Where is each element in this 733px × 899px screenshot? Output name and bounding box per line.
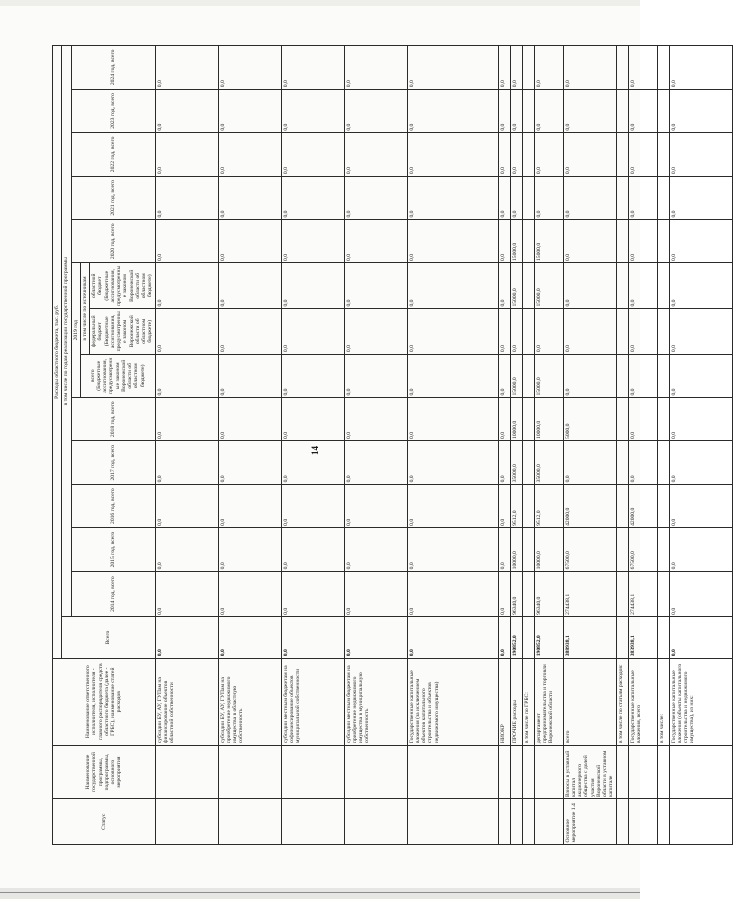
row-value: 0,0 — [669, 46, 732, 90]
row-value: 0,0 — [407, 89, 498, 132]
row-value: 0,0 — [628, 263, 657, 309]
row-value: 0,0 — [155, 484, 218, 527]
row-value: 0,0 — [344, 220, 407, 263]
row-status — [344, 799, 407, 845]
header-2014: 2014 год, всего — [71, 571, 155, 617]
row-value: 0,0 — [669, 263, 732, 309]
row-expense-item: субсидии местным бюджетам на софинансирование объектов муниципальной собственности — [281, 658, 344, 745]
row-value: 0,0 — [563, 133, 616, 176]
row-value: 0,0 — [155, 46, 218, 90]
row-expense-item: субсидии БУ, АУ, ГУПам на финансирование объектов областной собственности — [155, 658, 218, 745]
row-value: 0,0 — [218, 263, 281, 309]
row-value: 0,0 — [218, 176, 281, 219]
row-value — [522, 263, 534, 309]
row-value: 0,0 — [534, 309, 563, 355]
table-row — [498, 46, 510, 845]
row-value: 10000,0 — [534, 398, 563, 441]
table-row — [344, 46, 407, 845]
row-value: 0,0 — [563, 176, 616, 219]
row-value: 5000,0 — [563, 398, 616, 441]
row-value: 0,0 — [155, 89, 218, 132]
row-value: 10000,0 — [534, 528, 563, 571]
row-value — [522, 528, 534, 571]
row-value: 0,0 — [218, 46, 281, 90]
row-value: 0,0 — [344, 398, 407, 441]
expenses-table-body — [155, 46, 732, 845]
row-value: 0,0 — [344, 528, 407, 571]
row-value: 0,0 — [344, 133, 407, 176]
row-value: 0,0 — [510, 46, 522, 90]
row-value: 0,0 — [155, 528, 218, 571]
row-value — [522, 46, 534, 90]
row-value: 0,0 — [407, 441, 498, 484]
header-2022: 2022 год, всего — [71, 133, 155, 176]
row-value — [657, 354, 669, 397]
row-value — [657, 571, 669, 617]
header-2019: 2019 год — [71, 263, 80, 398]
row-value: 0,0 — [407, 484, 498, 527]
row-value: 0,0 — [218, 398, 281, 441]
row-value: 0,0 — [628, 354, 657, 397]
row-value: 0,0 — [407, 398, 498, 441]
header-2019-total: всего (Бюджетные ассигнования, предусмотренные законом Воронежской области об областном бюджете) — [80, 354, 155, 397]
row-program — [344, 745, 407, 799]
row-value — [657, 46, 669, 90]
header-total: Всего — [62, 617, 155, 658]
row-value: 0,0 — [510, 133, 522, 176]
row-value — [616, 263, 628, 309]
row-value: 15000,0 — [510, 263, 522, 309]
row-value: 0,0 — [498, 571, 510, 617]
row-value: 67500,0 — [628, 528, 657, 571]
table-row — [563, 46, 616, 845]
row-value — [657, 441, 669, 484]
row-value: 0,0 — [281, 484, 344, 527]
row-value: 0,0 — [498, 441, 510, 484]
row-value: 0,0 — [407, 220, 498, 263]
table-row — [534, 46, 563, 845]
row-status — [510, 799, 522, 845]
header-2015: 2015 год, всего — [71, 528, 155, 571]
row-status — [616, 799, 628, 845]
row-value: 0,0 — [281, 133, 344, 176]
row-value: 0,0 — [669, 354, 732, 397]
row-value: 0,0 — [498, 528, 510, 571]
row-value: 388938,1 — [563, 617, 616, 658]
row-value: 0,0 — [407, 309, 498, 355]
table-row — [407, 46, 498, 845]
row-value: 0,0 — [407, 617, 498, 658]
row-value — [522, 89, 534, 132]
row-value — [522, 441, 534, 484]
row-value — [616, 133, 628, 176]
row-value: 0,0 — [407, 571, 498, 617]
row-status — [281, 799, 344, 845]
row-program — [534, 745, 563, 799]
row-value: 15000,0 — [534, 220, 563, 263]
row-value: 10000,0 — [510, 398, 522, 441]
row-value: 0,0 — [344, 571, 407, 617]
header-expenses: Расходы областного бюджета, тыс. руб. — [53, 46, 62, 659]
row-value: 383938,1 — [628, 617, 657, 658]
row-expense-item: всего — [563, 658, 616, 745]
header-2021: 2021 год, всего — [71, 176, 155, 219]
row-status — [534, 799, 563, 845]
row-value: 0,0 — [281, 89, 344, 132]
row-value: 0,0 — [563, 263, 616, 309]
row-value: 0,0 — [563, 89, 616, 132]
header-2020: 2020 год, всего — [71, 220, 155, 263]
row-value: 0,0 — [498, 617, 510, 658]
table-row — [669, 46, 732, 845]
row-value: 0,0 — [344, 354, 407, 397]
header-regional: областной бюджет (Бюджетные ассигнования, предусмотренные законом Воронежской области об областном бюджете) — [90, 263, 156, 309]
row-value: 0,0 — [498, 46, 510, 90]
row-status — [407, 799, 498, 845]
row-value: 0,0 — [669, 220, 732, 263]
row-value: 0,0 — [628, 89, 657, 132]
row-value: 35000,0 — [534, 441, 563, 484]
row-value: 0,0 — [155, 263, 218, 309]
row-value — [522, 133, 534, 176]
row-value: 0,0 — [281, 309, 344, 355]
row-value — [657, 263, 669, 309]
row-value — [522, 484, 534, 527]
row-value: 0,0 — [498, 89, 510, 132]
table-row — [510, 46, 522, 845]
row-value: 0,0 — [628, 441, 657, 484]
row-value: 0,0 — [669, 441, 732, 484]
row-value: 274438,1 — [563, 571, 616, 617]
row-value: 0,0 — [534, 176, 563, 219]
row-value: 0,0 — [218, 617, 281, 658]
row-value: 0,0 — [407, 133, 498, 176]
row-value: 0,0 — [155, 220, 218, 263]
row-value: 0,0 — [281, 398, 344, 441]
row-value: 0,0 — [669, 309, 732, 355]
row-value: 0,0 — [218, 571, 281, 617]
row-value: 0,0 — [407, 176, 498, 219]
row-expense-item: субсидии местным бюджетам на приобретение недвижимого имущества в муниципальную собственность — [344, 658, 407, 745]
row-value: 0,0 — [534, 89, 563, 132]
row-value — [657, 484, 669, 527]
row-program — [407, 745, 498, 799]
row-value: 42000,0 — [628, 484, 657, 527]
row-value: 0,0 — [534, 46, 563, 90]
row-value: 0,0 — [344, 263, 407, 309]
row-value — [522, 176, 534, 219]
row-value: 0,0 — [510, 89, 522, 132]
row-status — [669, 799, 732, 845]
row-value: 0,0 — [628, 46, 657, 90]
row-value: 0,0 — [281, 220, 344, 263]
table-row — [616, 46, 628, 845]
row-value: 0,0 — [563, 441, 616, 484]
row-value: 0,0 — [407, 528, 498, 571]
row-value: 0,0 — [218, 441, 281, 484]
table-row — [155, 46, 218, 845]
row-value: 0,0 — [218, 89, 281, 132]
row-status — [657, 799, 669, 845]
row-value: 0,0 — [344, 484, 407, 527]
row-expense-item: ПРОЧИЕ расходы — [510, 658, 522, 745]
row-value: 0,0 — [498, 220, 510, 263]
row-value: 0,0 — [344, 176, 407, 219]
row-value: 0,0 — [344, 441, 407, 484]
row-value: 0,0 — [498, 309, 510, 355]
row-value — [616, 617, 628, 658]
header-2017: 2017 год, всего — [71, 441, 155, 484]
row-expense-item: в том числе по статьям расходов: — [616, 658, 628, 745]
row-expense-item: субсидии БУ, АУ, ГУПам на приобретение недвижимого имущества в областную собственность — [218, 658, 281, 745]
row-value: 0,0 — [628, 398, 657, 441]
row-value: 0,0 — [628, 220, 657, 263]
row-value: 0,0 — [669, 571, 732, 617]
row-value: 0,0 — [669, 484, 732, 527]
row-value — [616, 528, 628, 571]
row-value: 0,0 — [281, 263, 344, 309]
row-program — [522, 745, 534, 799]
row-value — [522, 220, 534, 263]
header-2023: 2023 год, всего — [71, 89, 155, 132]
row-value: 0,0 — [281, 528, 344, 571]
row-value: 0,0 — [669, 89, 732, 132]
row-value: 0,0 — [218, 528, 281, 571]
row-value — [616, 176, 628, 219]
row-value: 0,0 — [669, 398, 732, 441]
row-expense-item: НИОКР — [498, 658, 510, 745]
expenses-table — [52, 45, 733, 845]
row-value — [616, 46, 628, 90]
row-program — [616, 745, 628, 799]
row-expense-item: департамент предпринимательства и торговли Воронежской области — [534, 658, 563, 745]
row-value — [522, 354, 534, 397]
row-value: 15000,0 — [534, 263, 563, 309]
row-status — [155, 799, 218, 845]
row-value — [657, 309, 669, 355]
row-expense-item: Государственные капитальные вложения, всего — [628, 658, 657, 745]
row-value — [522, 398, 534, 441]
row-value: 0,0 — [155, 354, 218, 397]
header-federal: федеральный бюджет (Бюджетные ассигнования, предусмотренные законом Воронежской области об областном бюджете) — [90, 309, 156, 355]
row-status — [628, 799, 657, 845]
row-value: 0,0 — [407, 263, 498, 309]
row-value: 0,0 — [628, 133, 657, 176]
row-status — [218, 799, 281, 845]
row-value: 96340,0 — [534, 571, 563, 617]
row-value: 0,0 — [281, 441, 344, 484]
row-value: 0,0 — [281, 46, 344, 90]
row-value: 67500,0 — [563, 528, 616, 571]
row-value — [657, 176, 669, 219]
row-program — [281, 745, 344, 799]
row-value: 0,0 — [563, 354, 616, 397]
row-value: 0,0 — [218, 220, 281, 263]
header-program-name: Наименование государственной программы, подпрограммы, основного мероприятия — [53, 745, 156, 799]
header-2024: 2024 год, всего — [71, 46, 155, 90]
row-value: 190852,0 — [534, 617, 563, 658]
row-value: 0,0 — [218, 309, 281, 355]
row-value: 15000,0 — [510, 220, 522, 263]
row-value: 0,0 — [407, 354, 498, 397]
row-value: 0,0 — [498, 133, 510, 176]
row-value: 15000,0 — [534, 354, 563, 397]
row-value: 10000,0 — [510, 528, 522, 571]
row-value: 0,0 — [155, 571, 218, 617]
row-value: 0,0 — [281, 354, 344, 397]
row-value: 0,0 — [510, 309, 522, 355]
header-status: Статус — [53, 799, 156, 845]
row-value — [657, 89, 669, 132]
row-value — [616, 220, 628, 263]
row-value: 0,0 — [155, 441, 218, 484]
row-value: 0,0 — [628, 309, 657, 355]
row-value: 35000,0 — [510, 441, 522, 484]
row-value: 0,0 — [155, 133, 218, 176]
row-value: 0,0 — [155, 176, 218, 219]
row-value: 0,0 — [155, 617, 218, 658]
row-value: 0,0 — [344, 89, 407, 132]
row-value: 0,0 — [498, 176, 510, 219]
row-value — [616, 441, 628, 484]
header-2016: 2016 год, всего — [71, 484, 155, 527]
table-row — [657, 46, 669, 845]
row-value: 0,0 — [669, 133, 732, 176]
row-value — [657, 398, 669, 441]
row-expense-item: в том числе по ГРБС: — [522, 658, 534, 745]
row-value — [522, 309, 534, 355]
header-by-years: в том числе по годам реализации государственной программы — [62, 46, 71, 617]
row-value: 0,0 — [628, 176, 657, 219]
row-status: Основное мероприятие 1.4 — [563, 799, 616, 845]
row-value — [616, 571, 628, 617]
row-program — [155, 745, 218, 799]
row-program — [498, 745, 510, 799]
row-value: 0,0 — [344, 617, 407, 658]
row-program: Взносы в уставный капитал акционерного общества с долей участия Воронежской области в уставном капитале — [563, 745, 616, 799]
row-value — [616, 309, 628, 355]
page-number: 14 — [310, 446, 320, 455]
row-status — [498, 799, 510, 845]
row-value: 0,0 — [510, 176, 522, 219]
row-value: 0,0 — [155, 309, 218, 355]
row-value: 0,0 — [563, 309, 616, 355]
row-value — [657, 617, 669, 658]
row-value — [657, 220, 669, 263]
row-value: 0,0 — [344, 309, 407, 355]
row-value: 42000,0 — [563, 484, 616, 527]
row-program — [510, 745, 522, 799]
row-value: 0,0 — [281, 571, 344, 617]
row-program — [218, 745, 281, 799]
row-value — [657, 528, 669, 571]
table-row — [522, 46, 534, 845]
row-value: 0,0 — [281, 176, 344, 219]
row-value: 0,0 — [498, 398, 510, 441]
row-value: 0,0 — [498, 484, 510, 527]
row-value: 0,0 — [534, 133, 563, 176]
row-value — [616, 398, 628, 441]
table-row — [281, 46, 344, 845]
row-value: 0,0 — [218, 133, 281, 176]
row-value — [616, 89, 628, 132]
row-value — [522, 617, 534, 658]
row-program — [669, 745, 732, 799]
row-value: 274438,1 — [628, 571, 657, 617]
row-value: 0,0 — [344, 46, 407, 90]
row-value: 15000,0 — [510, 354, 522, 397]
row-value: 0,0 — [498, 354, 510, 397]
row-value: 9512,0 — [510, 484, 522, 527]
row-value: 9512,0 — [534, 484, 563, 527]
header-2018: 2018 год, всего — [71, 398, 155, 441]
row-value: 0,0 — [218, 484, 281, 527]
row-value: 0,0 — [563, 220, 616, 263]
header-incl-sources: в том числе по источникам — [80, 263, 89, 354]
row-value — [616, 354, 628, 397]
row-value: 0,0 — [498, 263, 510, 309]
row-program — [628, 745, 657, 799]
row-value: 190852,0 — [510, 617, 522, 658]
rotated-table-container — [52, 45, 696, 845]
row-value: 0,0 — [669, 617, 732, 658]
row-value — [657, 133, 669, 176]
row-program — [657, 745, 669, 799]
row-expense-item: Государственные капитальные вложения (за исключением объектов капитального строительства и объектов недвижимого имущества) — [407, 658, 498, 745]
scan-edge-line — [0, 892, 640, 893]
scan-bottom-edge — [0, 888, 640, 899]
row-value: 0,0 — [218, 354, 281, 397]
row-value: 0,0 — [155, 398, 218, 441]
row-value — [616, 484, 628, 527]
row-value: 96340,0 — [510, 571, 522, 617]
scan-top-edge — [0, 0, 640, 6]
row-value: 0,0 — [407, 46, 498, 90]
header-executor: Наименование ответственного исполнителя, исполнителя - главного распорядителя средств областного бюджета (далее - ГРБС), наименование статей расходов — [53, 658, 156, 745]
row-expense-item: Государственные капитальные вложения (объекты капитального строительства и недвижимого имущества), из них: — [669, 658, 732, 745]
row-value — [522, 571, 534, 617]
table-row — [628, 46, 657, 845]
row-value: 0,0 — [563, 46, 616, 90]
row-value: 0,0 — [669, 176, 732, 219]
table-row — [218, 46, 281, 845]
row-expense-item: в том числе: — [657, 658, 669, 745]
row-status — [522, 799, 534, 845]
row-value: 0,0 — [669, 528, 732, 571]
row-value: 0,0 — [281, 617, 344, 658]
